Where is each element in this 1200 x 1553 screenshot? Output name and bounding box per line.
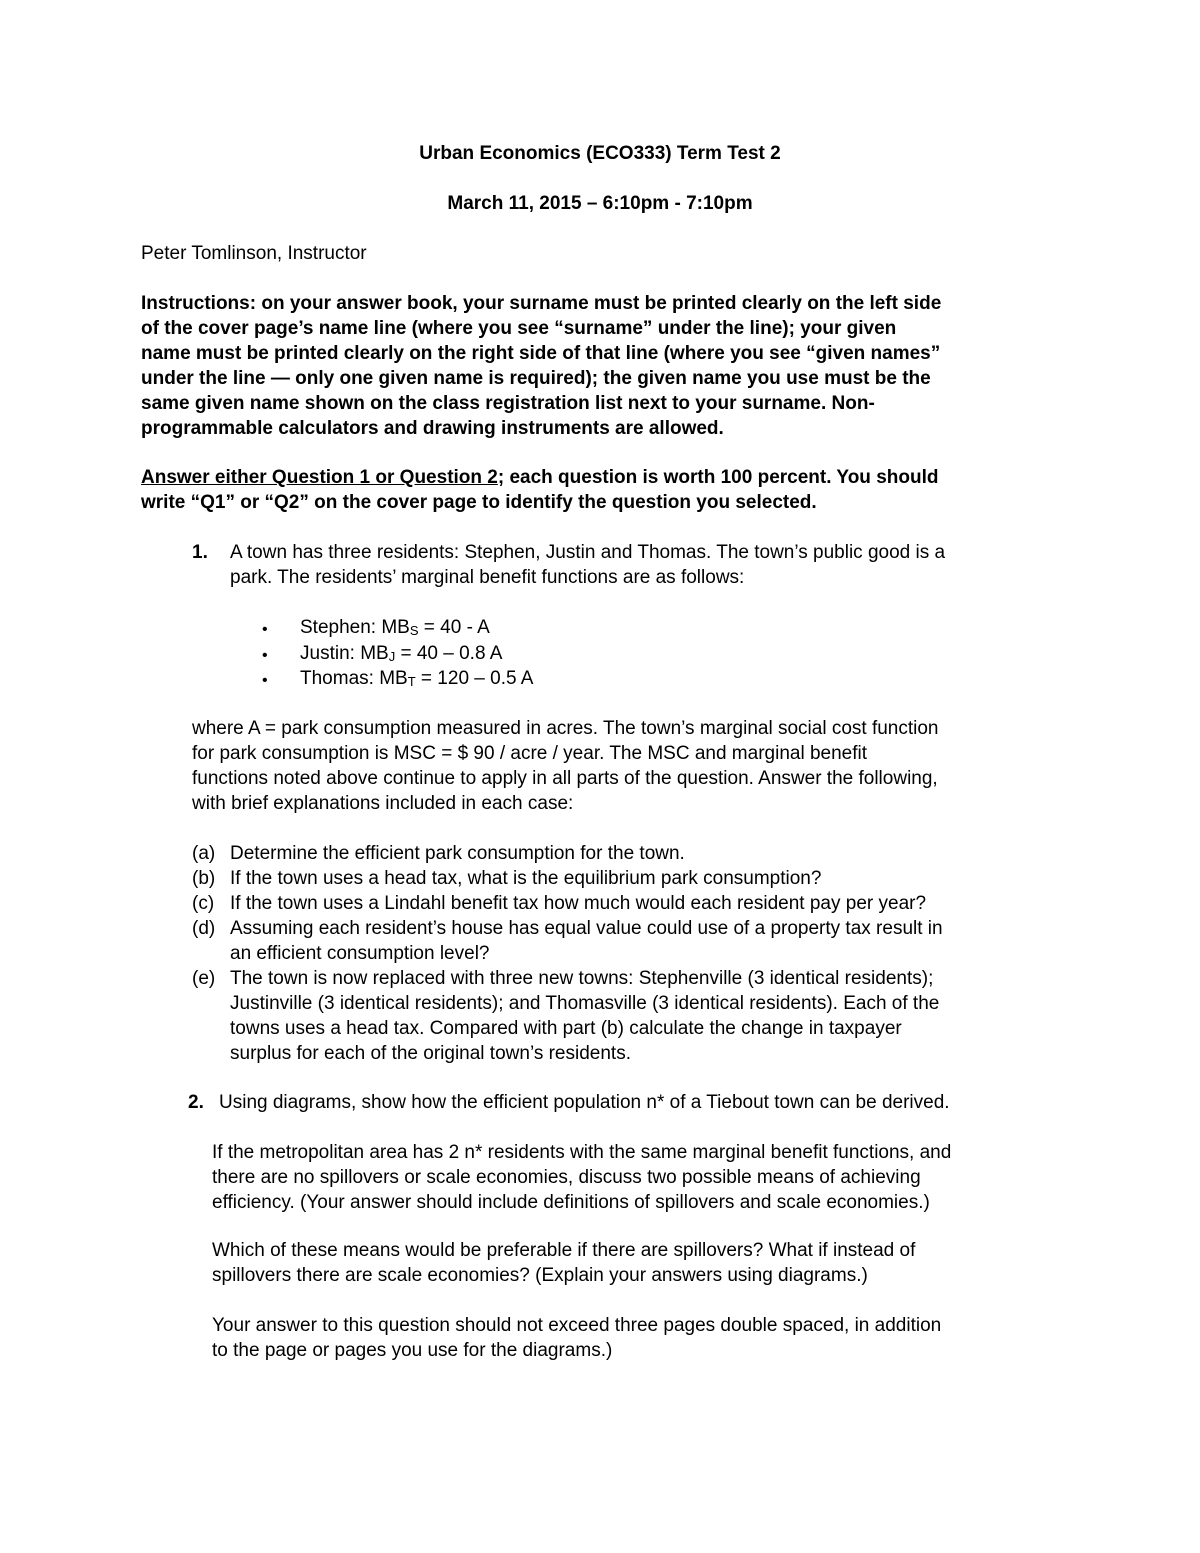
question-1-body	[192, 716, 1092, 816]
question-2-paragraph: Your answer to this question should not exceed three pages double spaced, in addition to the page or pages you use for the diagrams.)	[212, 1315, 942, 1361]
instructions-line: under the line — only one given name is required); the given name you use must be the	[141, 368, 931, 389]
part-label: (d)	[192, 918, 216, 939]
instructions-line: programmable calculators and drawing instruments are allowed.	[141, 418, 724, 439]
instructions-block	[141, 291, 1081, 441]
answer-note-rest: ; each question is worth 100 percent. You should	[497, 467, 939, 488]
instructions-line: same given name shown on the class registration list next to your surname. Non-	[141, 393, 875, 414]
question-2-first-line: Using diagrams, show how the efficient population n* of a Tiebout town can be derived.	[219, 1092, 950, 1113]
part-e-text: The town is now replaced with three new towns: Stephenville (3 identical residents); Justinville (3 identical residents); and Thomasville (3 identical residents). Each of the towns uses a head tax. Compared with part (b) calculate the change in taxpayer surplus for each of the original town’s residents.	[230, 968, 940, 1064]
question-1-body-line: where A = park consumption measured in acres. The town’s marginal social cost function	[192, 718, 939, 739]
benefit-function-stephen: Stephen: $MB_S = 40 - A$	[300, 617, 490, 638]
answer-note-line	[141, 465, 1081, 490]
benefit-function-thomas: Thomas: $MB_T = 120 - 0.5$ A	[300, 668, 534, 689]
benefit-function-justin: Justin: $MB_J = 40 - 0.8$ A	[300, 643, 503, 664]
bullet-icon: •	[262, 647, 268, 664]
question-1-body-line: for park consumption is MSC = $ 90 / acre / year. The MSC and marginal benefit	[192, 743, 868, 764]
question-1-intro	[230, 540, 1090, 590]
part-label: (e)	[192, 968, 216, 989]
instructor-line: Peter Tomlinson, Instructor	[141, 243, 367, 264]
exam-date: March 11, 2015 – 6:10pm - 7:10pm	[447, 193, 753, 214]
instructions-line: Instructions: on your answer book, your surname must be printed clearly on the left side	[141, 293, 942, 314]
question-1-intro-line: A town has three residents: Stephen, Justin and Thomas. The town’s public good is a	[230, 542, 946, 563]
question-number: 1.	[192, 542, 208, 563]
part-a-text: Determine the efficient park consumption for the town.	[230, 843, 685, 864]
question-1-intro-line: park. The residents’ marginal benefit functions are as follows:	[230, 567, 745, 588]
question-number: 2.	[188, 1092, 204, 1113]
part-c-text: If the town uses a Lindahl benefit tax how much would each resident pay per year?	[230, 893, 927, 914]
answer-note	[141, 465, 1081, 515]
instructions-line: name must be printed clearly on the right side of that line (where you see “given names”	[141, 343, 941, 364]
part-d-text: Assuming each resident’s house has equal value could use of a property tax result in an efficient consumption level?	[230, 918, 943, 964]
answer-note-underlined: Answer either Question 1 or Question 2	[141, 467, 498, 488]
question-2-paragraph: If the metropolitan area has 2 n* residents with the same marginal benefit functions, and there are no spillovers or scale economies, discuss two possible means of achieving efficiency. (Your answer should include definitions of spillovers and scale economies.)	[212, 1142, 952, 1213]
question-1-body-line: with brief explanations included in each case:	[192, 793, 574, 814]
bullet-icon: •	[262, 621, 268, 638]
page-title: Urban Economics (ECO333) Term Test 2	[419, 143, 781, 164]
instructions-line: of the cover page’s name line (where you see “surname” under the line); your given	[141, 318, 897, 339]
question-2-paragraph: Which of these means would be preferable if there are spillovers? What if instead of spillovers there are scale economies? (Explain your answers using diagrams.)	[212, 1240, 916, 1286]
question-1-body-line: functions noted above continue to apply in all parts of the question. Answer the following,	[192, 768, 938, 789]
part-label: (c)	[192, 893, 215, 914]
part-b-text: If the town uses a head tax, what is the equilibrium park consumption?	[230, 868, 822, 889]
answer-note-line: write “Q1” or “Q2” on the cover page to identify the question you selected.	[141, 492, 817, 513]
part-label: (a)	[192, 843, 216, 864]
part-label: (b)	[192, 868, 216, 889]
bullet-icon: •	[262, 672, 268, 689]
